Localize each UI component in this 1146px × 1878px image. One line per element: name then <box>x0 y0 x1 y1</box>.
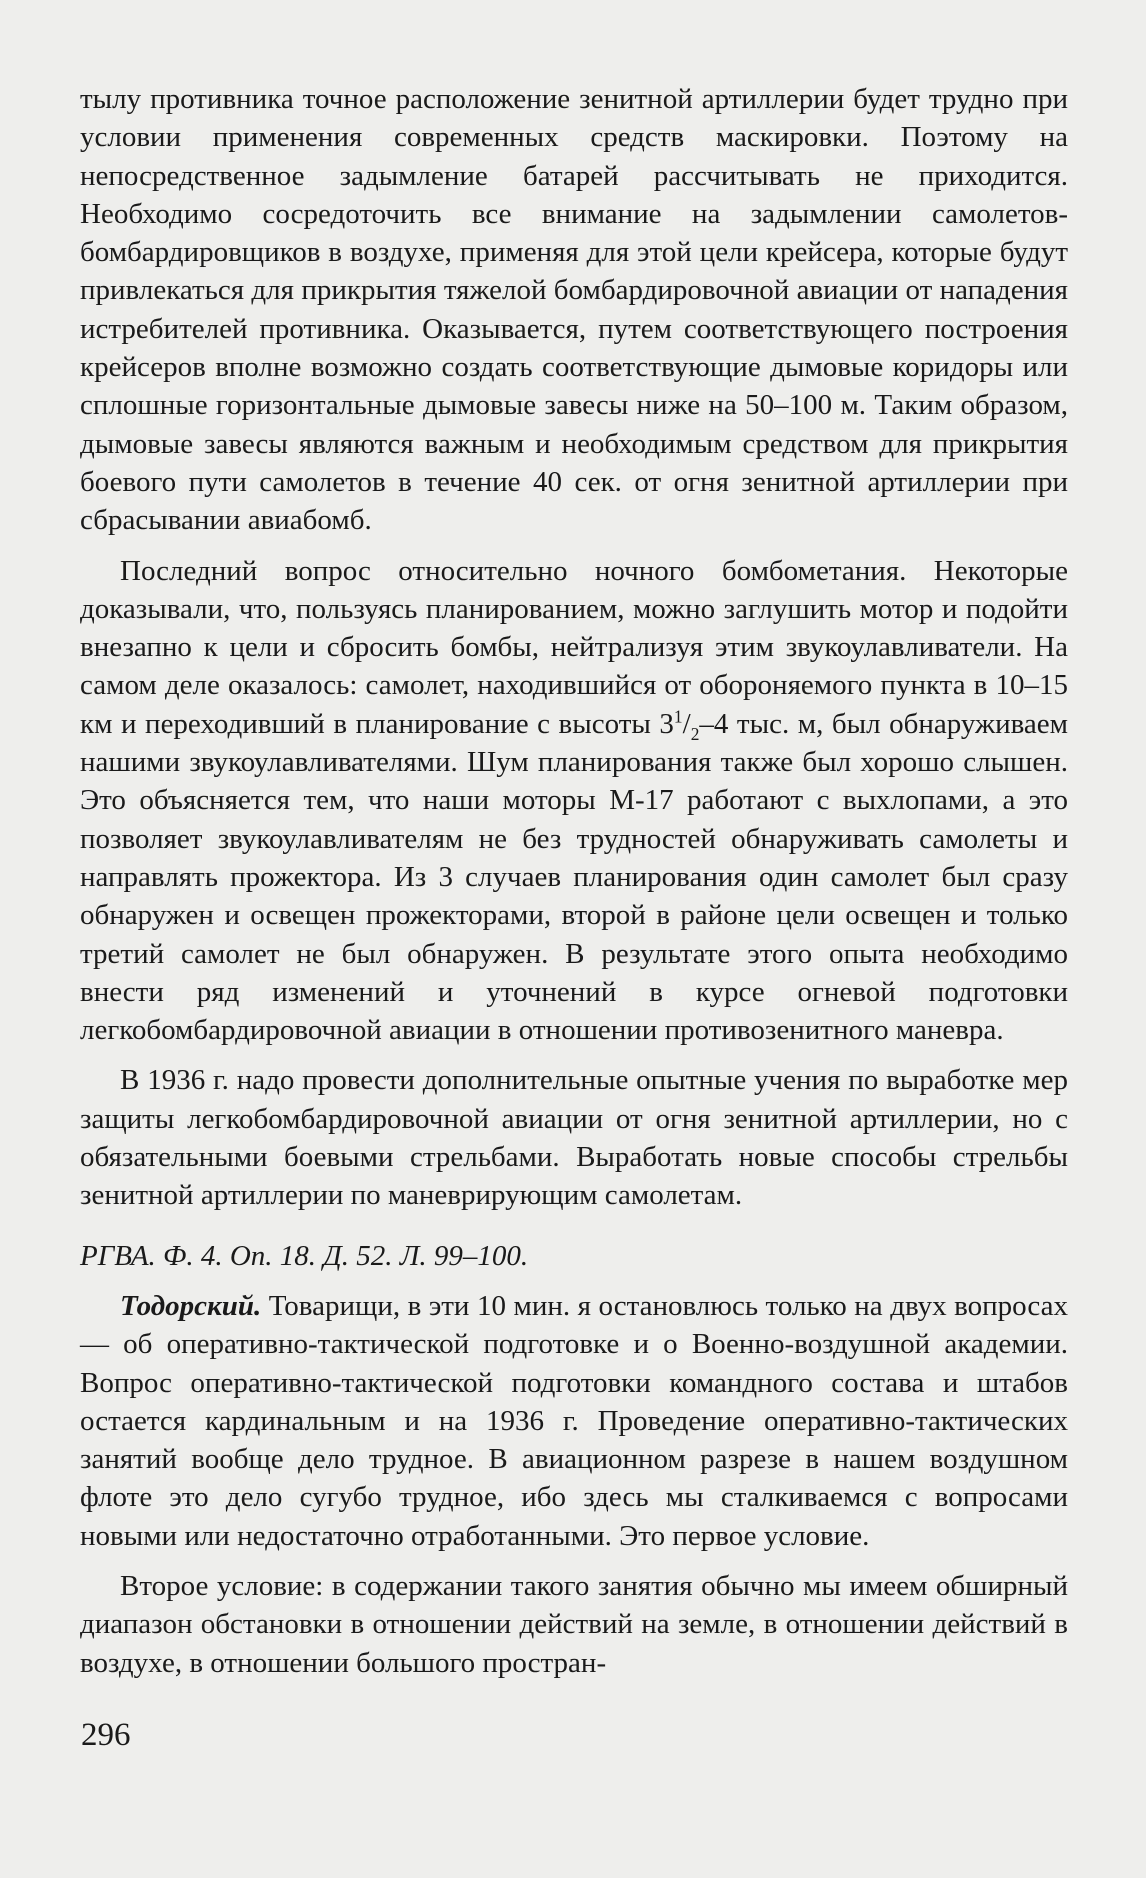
page-text-block <box>80 80 1068 1682</box>
paragraph-smoke-screens: тылу противника точное расположение зенитной артиллерии будет трудно при условии применения современных средств маскировки. Поэтому на непосредственное задымление батарей рассчитывать не приходится. Необходимо сосредоточить все внимание на задымлении самолетов-бомбардировщиков в воздухе, применяя для этой цели крейсера, которые будут привлекаться для прикрытия тяжелой бомбардировочной авиации от нападения истребителей противника. Оказывается, путем соответствующего построения крейсеров вполне возможно создать соответствующие дымовые коридоры или сплошные горизонтальные дымовые завесы ниже на 50–100 м. Таким образом, дымовые завесы являются важным и необходимым средством для прикрытия боевого пути самолетов в течение 40 сек. от огня зенитной артиллерии при сбрасывании авиабомб. <box>80 83 1068 537</box>
paragraph-night-bombing <box>80 552 1068 1050</box>
page-number: 296 <box>81 1717 131 1753</box>
paragraph-night-bombing-part1: Последний вопрос относительно ночного бомбометания. Некоторые доказывали, что, пользуясь планированием, можно заглушить мотор и подойти внезапно к цели и сбросить бомбы, нейтрализуя этим звукоулавливатели. На самом деле оказалось: самолет, находившийся от обороняемого пункта в 10–15 км и переходивший в планирование с высоты 3 <box>80 554 1068 740</box>
speaker-name: Тодорский. <box>120 1289 262 1322</box>
fraction-slash: / <box>682 707 691 740</box>
fraction-denominator: 2 <box>690 723 700 744</box>
paragraph-second-condition: Второе условие: в содержании такого занятия обычно мы имеем обширный диапазон обстановки в отношении действий на земле, в отношении действий в воздухе, в отношении большого простран- <box>80 1569 1068 1679</box>
paragraph-night-bombing-part2: –4 тыс. м, был обнаруживаем нашими звукоулавливателями. Шум планирования также был хорошо слышен. Это объясняется тем, что наши моторы М-17 работают с выхлопами, а это позволяет звукоулавливателям не без трудностей обнаруживать самолеты и направлять прожектора. Из 3 случаев планирования один самолет был сразу обнаружен и освещен прожекторами, второй в районе цели освещен и только третий самолет не был обнаружен. В результате этого опыта необходимо внести ряд изменений и уточнений в курсе огневой подготовки легкобомбардировочной авиации в отношении противозенитного маневра. <box>80 707 1068 1047</box>
paragraph-todorsky-speech <box>80 1287 1068 1555</box>
speech-text: Товарищи, в эти 10 мин. я остановлюсь только на двух вопросах — об оперативно-тактической подготовке и о Военно-воздушной академии. Вопрос оперативно-тактической подготовки командного состава и штабов остается кардинальным и на 1936 г. Проведение оперативно-тактических занятий вообще дело трудное. В авиационном разрезе в нашем воздушном флоте это дело сугубо трудное, ибо здесь мы сталкиваемся с вопросами новыми или недостаточно отработанными. Это первое условие. <box>80 1289 1068 1552</box>
archive-source-citation: РГВА. Ф. 4. Оп. 18. Д. 52. Л. 99–100. <box>80 1239 529 1272</box>
paragraph-1936-exercises: В 1936 г. надо провести дополнительные опытные учения по выработке мер защиты легкобомбардировочной авиации от огня зенитной артиллерии, но с обязательными боевыми стрельбами. Выработать новые способы стрельбы зенитной артиллерии по маневрирующим самолетам. <box>80 1064 1068 1212</box>
fraction-numerator: 1 <box>673 706 683 727</box>
